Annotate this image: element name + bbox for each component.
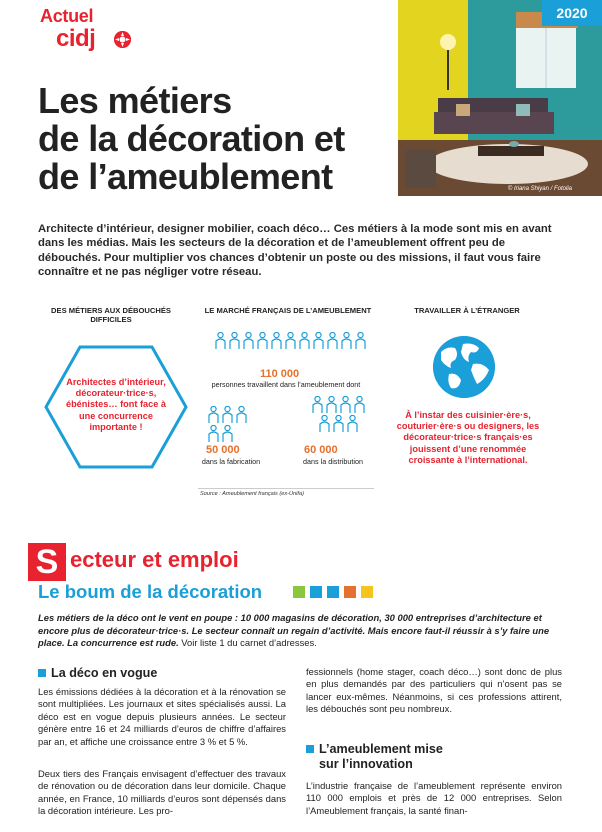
people-group-fabrication [207,406,249,443]
title-line-2: de la décoration et [38,118,345,159]
people-group-distribution [310,396,366,433]
orange-square [344,586,356,598]
person-icon [221,425,234,443]
distribution-value: 60 000 [304,444,338,456]
col3-heading: TRAVAILLER À L’ÉTRANGER [414,306,520,315]
person-icon [256,332,269,350]
col1-heading: DES MÉTIERS AUX DÉBOUCHÉS DIFFICILES [51,306,171,324]
living-room-photo [398,0,602,196]
heading-text: La déco en vogue [51,666,158,680]
blue-square [327,586,339,598]
person-icon [284,332,297,350]
decorative-squares [293,586,373,598]
heading-ameublement [306,742,562,772]
article-paragraph-3: fessionnels (home stager, coach déco…) sont donc de plus en plus demandés par des particuliers qui n’osent pas se lancer eux-mêmes. Néanmoins, si ces professions attirent, les débouchés sont peu nombreux. [306,666,562,715]
people-group-total [214,332,367,350]
yellow-square [361,586,373,598]
logo-flower-icon [114,31,131,48]
person-icon [325,396,338,414]
person-icon [346,415,359,433]
person-icon [235,406,248,424]
person-icon [207,425,220,443]
logo-text-cidj: cidj [56,25,96,52]
heading-text-line-2: sur l’innovation [319,757,413,771]
section-title: ecteur et emploi [70,547,239,572]
heading-deco-en-vogue [38,666,157,681]
page-title [38,82,398,196]
globe-icon [433,336,495,398]
blue-square [310,586,322,598]
distribution-label: dans la distribution [303,457,363,466]
lead-emphasis: Les métiers de la déco ont le vent en poupe : 10 000 magasins de décoration, 30 000 entreprises d’architecture et encore plus de décorateur·trice·s. Le secteur connaît un regain d’activité. Mais encore faut-il réussir à s’y faire une place. La concurrence est rude. [38,612,550,649]
person-icon [318,415,331,433]
year-badge: 2020 [542,0,602,26]
person-icon [228,332,241,350]
logo-text-actuel: Actuel [40,6,94,26]
article-paragraph-2: Deux tiers des Français envisagent d’effectuer des travaux de rénovation ou de décoration dans leur domicile. Chaque année, en France, 10 milliards d’euros sont dépensés dans la décoration intérieure. Les pro- [38,768,286,817]
photo-credit: © Iriana Shiyan / Fotolia [507,186,572,192]
person-icon [353,396,366,414]
person-icon [326,332,339,350]
person-icon [221,406,234,424]
fabrication-value: 50 000 [206,444,240,456]
col1-text: Architectes d’intérieur, décorateur·trice·s, ébénistes… font face à une concurrence importante ! [65,377,167,432]
person-icon [242,332,255,350]
article-paragraph-1: Les émissions dédiées à la décoration et à la rénovation se sont multipliées. Les journaux et sites spécialisés aussi. La déco est en vogue depuis plusieurs années. Le secteur génère entre 16 et 24 milliards d’euros de chiffre d’affaires par an, et affiche une croissance entre 3 % et 5 %. [38,686,286,747]
article-paragraph-4: L’industrie française de l’ameublement représente environ 110 000 emplois et près de 12 000 entreprises. Selon l’Ameublement français, la santé finan- [306,780,562,816]
lead-paragraph [38,612,568,650]
person-icon [311,396,324,414]
total-label: personnes travaillent dans l’ameublement dont [211,380,361,389]
person-icon [339,396,352,414]
col3-text: À l’instar des cuisinier·ère·s, couturier·ère·s ou designers, les décorateur·trice·s français·es jouissent d’une renommée croissante à l’international. [396,410,540,465]
subsection-title: Le boum de la décoration [38,581,263,602]
title-line-3: de l’ameublement [38,156,333,197]
person-icon [312,332,325,350]
person-icon [354,332,367,350]
lead-reference: Voir liste 1 du carnet d’adresses. [178,637,317,649]
col2-heading: LE MARCHÉ FRANÇAIS DE L’AMEUBLEMENT [204,306,372,315]
source-note: Source : Ameublement français (ex-Unifa) [200,491,304,497]
section-initial: S [28,543,66,581]
person-icon [270,332,283,350]
title-line-1: Les métiers [38,80,232,121]
person-icon [207,406,220,424]
person-icon [298,332,311,350]
source-divider [198,488,374,489]
person-icon [214,332,227,350]
person-icon [332,415,345,433]
heading-text-line-1: L’ameublement mise [319,742,443,756]
actuel-cidj-logo [40,6,130,62]
square-bullet-icon [306,745,314,753]
fabrication-label: dans la fabrication [201,457,261,466]
total-value: 110 000 [260,368,300,380]
person-icon [340,332,353,350]
intro-paragraph: Architecte d’intérieur, designer mobilier, coach déco… Ces métiers à la mode sont mis en avant dans les médias. Mais les secteurs de la décoration et de l’ameublement offrent peu de débouchés. Pour multiplier vos chances d’obtenir un poste ou des missions, il faut vous faire connaître et ne pas négliger votre réseau. [38,223,552,279]
green-square [293,586,305,598]
square-bullet-icon [38,669,46,677]
